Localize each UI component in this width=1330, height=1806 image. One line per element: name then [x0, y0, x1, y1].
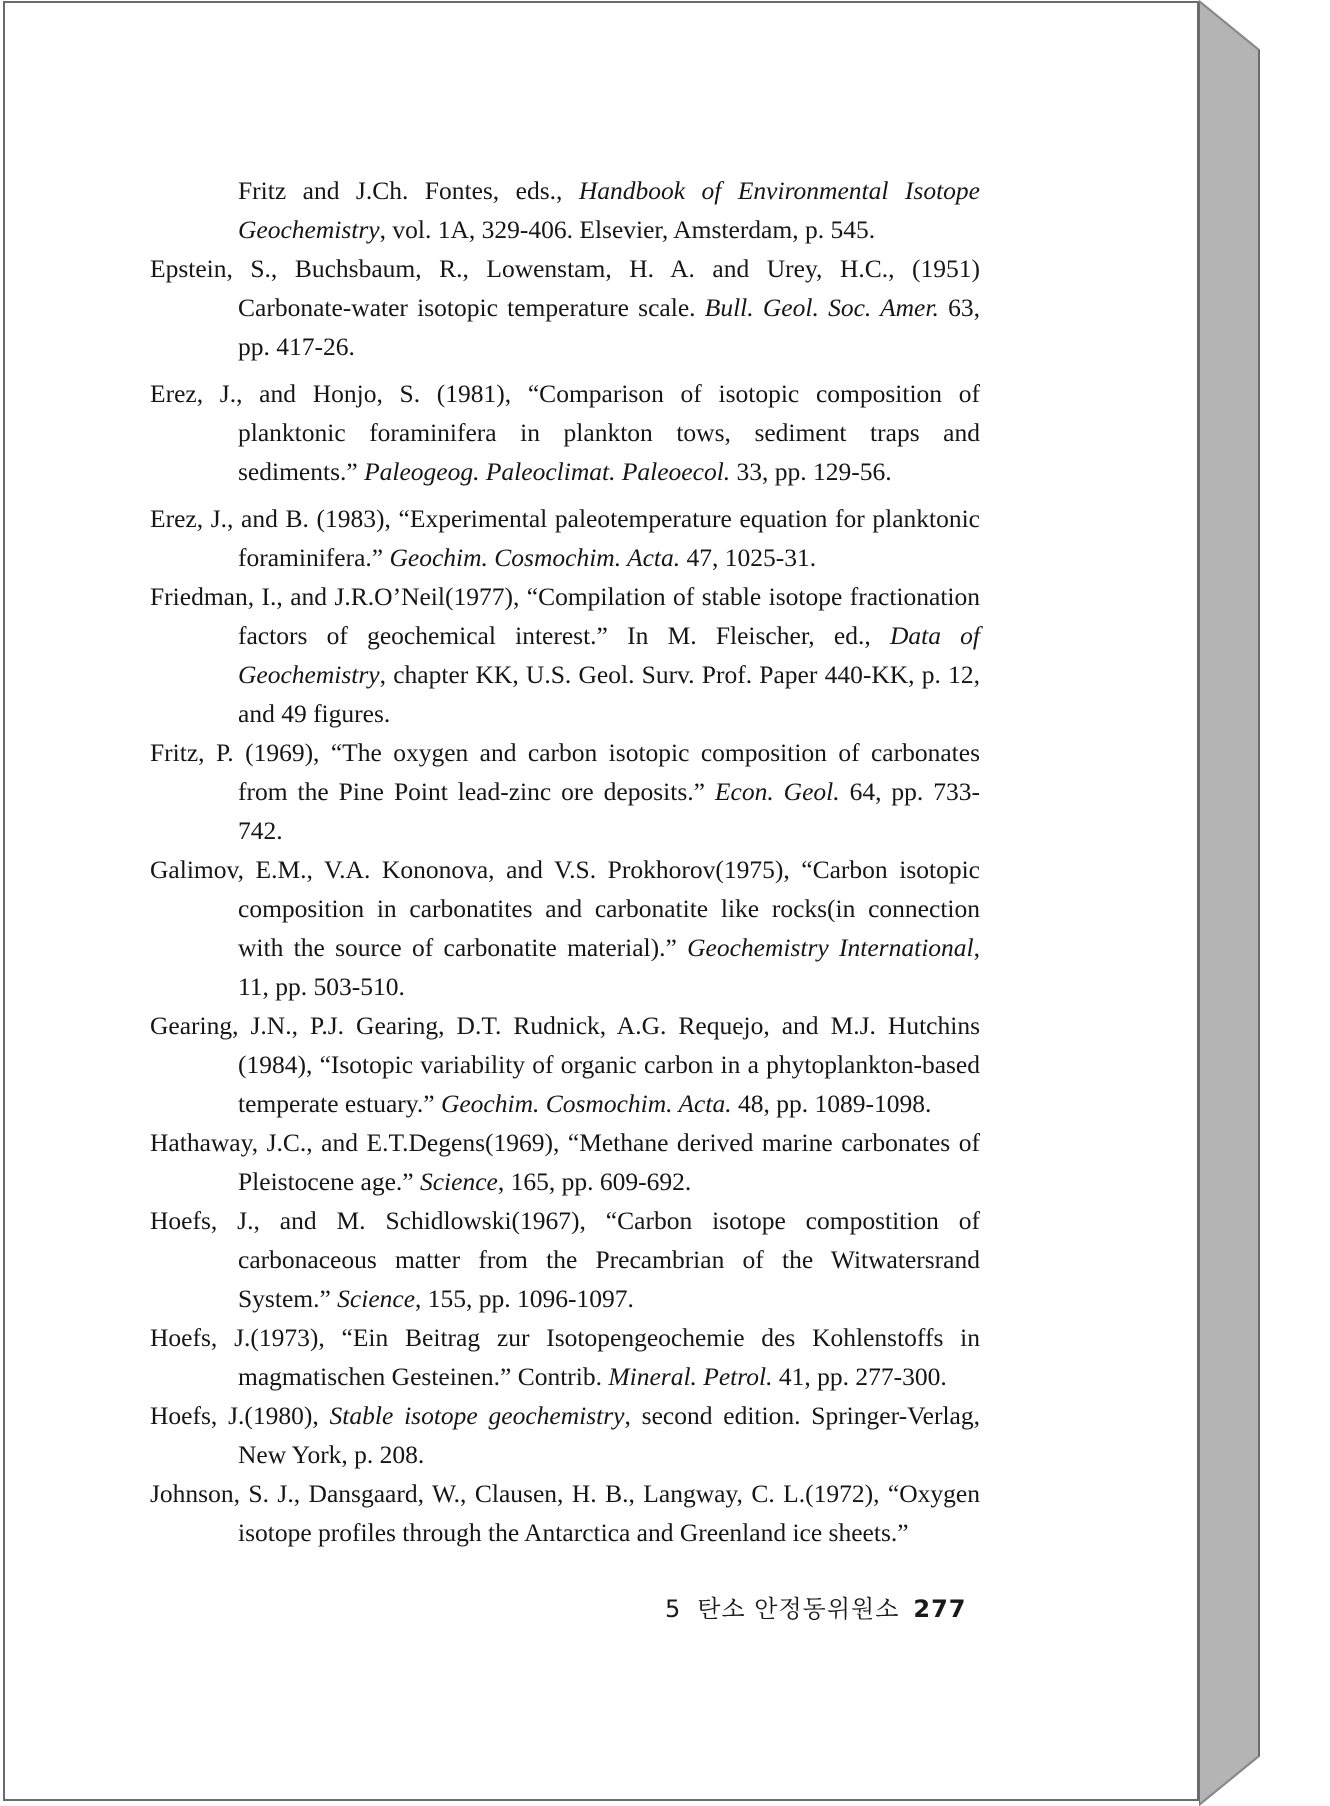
- footer-chapter-title: 탄소 안정동위원소: [697, 1595, 900, 1623]
- reference-text: , 165, pp. 609-692.: [497, 1167, 692, 1196]
- reference-entry: [150, 499, 980, 577]
- reference-text: , 11, pp. 503-510.: [238, 933, 980, 1001]
- reference-entry: [150, 733, 980, 850]
- reference-text: 47, 1025-31.: [680, 543, 817, 572]
- page-thickness-edge: [1199, 0, 1267, 1806]
- reference-title-italic: Science: [337, 1284, 416, 1313]
- reference-text: Fritz and J.Ch. Fontes, eds.,: [238, 176, 579, 205]
- reference-title-italic: Handbook of Environmental Isotope Geochemistry: [238, 176, 980, 244]
- reference-text: , vol. 1A, 329-406. Elsevier, Amsterdam, p. 545.: [379, 215, 876, 244]
- reference-title-italic: Mineral. Petrol.: [608, 1362, 773, 1391]
- reference-entry: [150, 1474, 980, 1552]
- reference-entry: [150, 1006, 980, 1123]
- book-page: [3, 1, 1199, 1801]
- reference-list: [150, 171, 980, 1552]
- reference-text: Hoefs, J.(1973), “Ein Beitrag zur Isotopengeochemie des Kohlenstoffs in magmatischen Gesteinen.” Contrib.: [150, 1323, 980, 1391]
- reference-title-italic: Data of Geochemistry: [238, 621, 980, 689]
- reference-entry: [150, 1201, 980, 1318]
- reference-text: Friedman, I., and J.R.O’Neil(1977), “Compilation of stable isotope fractionation factors of geochemical interest.” In M. Fleischer, ed.,: [150, 582, 980, 650]
- reference-text: , 155, pp. 1096-1097.: [415, 1284, 634, 1313]
- reference-text: Hoefs, J.(1980),: [150, 1401, 330, 1430]
- reference-text: Hathaway, J.C., and E.T.Degens(1969), “Methane derived marine carbonates of Pleistocene age.”: [150, 1128, 980, 1196]
- reference-title-italic: Geochim. Cosmochim. Acta.: [440, 1089, 732, 1118]
- reference-title-italic: Bull. Geol. Soc. Amer.: [704, 293, 939, 322]
- reference-title-italic: Geochim. Cosmochim. Acta.: [389, 543, 681, 572]
- reference-text: 33, pp. 129-56.: [730, 457, 892, 486]
- reference-text: Hoefs, J., and M. Schidlowski(1967), “Carbon isotope compostition of carbonaceous matter from the Precambrian of the Witwatersrand System.”: [150, 1206, 980, 1313]
- reference-entry: [150, 1396, 980, 1474]
- reference-entry: [150, 249, 980, 366]
- reference-entry: [150, 1318, 980, 1396]
- reference-title-italic: Paleogeog. Paleoclimat. Paleoecol.: [364, 457, 731, 486]
- reference-entry: [150, 1123, 980, 1201]
- reference-entry: [150, 171, 980, 249]
- reference-text: Fritz, P. (1969), “The oxygen and carbon isotopic composition of carbonates from the Pine Point lead-zinc ore deposits.”: [150, 738, 980, 806]
- footer-page-number: 277: [913, 1595, 967, 1623]
- reference-title-italic: Stable isotope geochemistry: [329, 1401, 625, 1430]
- reference-text: , second edition. Springer-Verlag, New York, p. 208.: [238, 1401, 980, 1469]
- reference-title-italic: Geochemistry International: [687, 933, 974, 962]
- reference-text: 48, pp. 1089-1098.: [731, 1089, 932, 1118]
- reference-entry: [150, 850, 980, 1006]
- reference-title-italic: Science: [419, 1167, 498, 1196]
- page-footer: [665, 1589, 967, 1624]
- reference-text: 41, pp. 277-300.: [772, 1362, 947, 1391]
- reference-text: Galimov, E.M., V.A. Kononova, and V.S. Prokhorov(1975), “Carbon isotopic composition in carbonatites and carbonatite like rocks(in connection with the source of carbonatite material).”: [150, 855, 980, 962]
- reference-text: Erez, J., and Honjo, S. (1981), “Comparison of isotopic composition of planktonic foraminifera in plankton tows, sediment traps and sediments.”: [150, 379, 980, 486]
- reference-entry: [150, 374, 980, 491]
- reference-text: Johnson, S. J., Dansgaard, W., Clausen, H. B., Langway, C. L.(1972), “Oxygen isotope profiles through the Antarctica and Greenland ice sheets.”: [150, 1479, 980, 1547]
- reference-text: 63, pp. 417-26.: [238, 293, 980, 361]
- reference-title-italic: Econ. Geol.: [714, 777, 840, 806]
- reference-text: 64, pp. 733-742.: [238, 777, 980, 845]
- reference-text: Erez, J., and B. (1983), “Experimental paleotemperature equation for planktonic foraminifera.”: [150, 504, 980, 572]
- footer-chapter-number: 5: [665, 1595, 682, 1623]
- reference-text: Epstein, S., Buchsbaum, R., Lowenstam, H. A. and Urey, H.C., (1951) Carbonate-water isotopic temperature scale.: [150, 254, 980, 322]
- reference-entry: [150, 577, 980, 733]
- reference-text: , chapter KK, U.S. Geol. Surv. Prof. Paper 440-KK, p. 12, and 49 figures.: [238, 660, 980, 728]
- reference-text: Gearing, J.N., P.J. Gearing, D.T. Rudnick, A.G. Requejo, and M.J. Hutchins (1984), “Isotopic variability of organic carbon in a phytoplankton-based temperate estuary.”: [150, 1011, 980, 1118]
